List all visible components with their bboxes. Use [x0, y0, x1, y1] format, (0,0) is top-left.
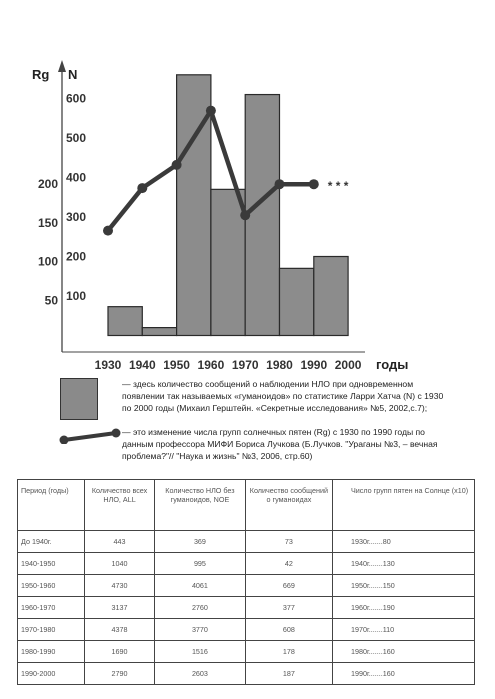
table-cell: 1990-2000	[18, 663, 85, 685]
x-tick-label: 1980	[266, 358, 293, 372]
table-cell: 1950-1960	[18, 575, 85, 597]
x-tick-label: 2000	[334, 358, 362, 372]
table-row	[18, 663, 475, 685]
table-cell: 2790	[85, 663, 155, 685]
bar	[280, 268, 314, 335]
table-cell: 1970г.......110	[333, 619, 475, 641]
table-cell: 42	[245, 553, 332, 575]
table-cell: 1980г.......160	[333, 641, 475, 663]
y-axis-arrow	[58, 60, 66, 72]
rg-point	[172, 160, 182, 170]
n-tick-label: 500	[66, 131, 87, 145]
table-cell: 1990г.......160	[333, 663, 475, 685]
table-cell: 4061	[155, 575, 246, 597]
table-header-row	[18, 480, 475, 531]
table-cell: 1940-1950	[18, 553, 85, 575]
table-cell: 1980-1990	[18, 641, 85, 663]
table-header: Число групп пятен на Солнце (x10)	[333, 480, 475, 531]
rg-point	[103, 226, 113, 236]
rg-continuation-marks: * * *	[327, 179, 349, 194]
table-header: Период (годы)	[18, 480, 85, 531]
x-tick-label: 1960	[197, 358, 225, 372]
table-header: Количество НЛО без гуманоидов, NOE	[155, 480, 246, 531]
table-cell: 3770	[155, 619, 246, 641]
table-cell: 178	[245, 641, 332, 663]
table-cell: 187	[245, 663, 332, 685]
rg-point	[275, 179, 285, 189]
rg-point	[240, 210, 250, 220]
x-tick-label: 1990	[300, 358, 328, 372]
table-cell: 995	[155, 553, 246, 575]
table-cell: 1940г.......130	[333, 553, 475, 575]
n-tick-label: 300	[66, 210, 87, 224]
table-cell: 1516	[155, 641, 246, 663]
x-tick-label: 1950	[163, 358, 190, 372]
table-cell: 1690	[85, 641, 155, 663]
table-cell: 2603	[155, 663, 246, 685]
n-axis-label: N	[68, 67, 78, 82]
bar	[314, 257, 348, 336]
x-tick-label: 1930	[94, 358, 122, 372]
bars-layer	[108, 75, 348, 336]
rg-tick-label: 100	[37, 254, 58, 269]
table-cell: 1960г.......190	[333, 597, 475, 619]
table-header: Количество сообщений о гуманоидах	[245, 480, 332, 531]
bar-swatch	[60, 378, 98, 420]
x-axis-label: годы	[376, 357, 409, 372]
table-row	[18, 531, 475, 553]
table-cell: 2760	[155, 597, 246, 619]
data-table	[17, 479, 475, 685]
rg-axis-label: Rg	[32, 67, 50, 82]
x-tick-label: 1940	[128, 358, 156, 372]
legend-line	[30, 426, 470, 466]
table-header: Количество всех НЛО, ALL	[85, 480, 155, 531]
rg-point	[206, 106, 216, 116]
bar	[211, 189, 245, 335]
legend-bars	[30, 378, 470, 422]
table-cell: 377	[245, 597, 332, 619]
table-cell: 1930г.......80	[333, 531, 475, 553]
legend-bars-text: — здесь количество сообщений о наблюдении НЛО при одновременном появлении так называемых «гуманоидов» по статистике Ларри Хатча (N) с 1930 по 2000 годы (Михаил Герштейн. «Секретные исследования» №5, 2002,с.7);	[122, 379, 444, 413]
bar	[108, 307, 142, 336]
bar	[177, 75, 211, 336]
table-cell: 4730	[85, 575, 155, 597]
table-cell: 73	[245, 531, 332, 553]
table-row	[18, 641, 475, 663]
rg-point	[137, 183, 147, 193]
bar	[142, 328, 176, 336]
legend-line-text: — это изменение числа групп солнечных пятен (Rg) с 1930 по 1990 годы по данным профессора МИФИ Бориса Лучкова (Б.Лучков. "Ураганы №3, – вечная проблема?"// "Наука и жизнь" №3, 2006, стр.60)	[122, 427, 438, 461]
table-cell: До 1940г.	[18, 531, 85, 553]
table-cell: 669	[245, 575, 332, 597]
rg-tick-label: 50	[44, 293, 58, 308]
x-tick-label: 1970	[231, 358, 259, 372]
table-cell: 1970-1980	[18, 619, 85, 641]
rg-tick-label: 150	[37, 215, 58, 230]
table-cell: 3137	[85, 597, 155, 619]
table-cell: 1040	[85, 553, 155, 575]
table-cell: 443	[85, 531, 155, 553]
bar	[245, 95, 279, 336]
rg-tick-label: 200	[37, 177, 58, 192]
table-body	[18, 531, 475, 685]
n-tick-label: 200	[66, 249, 87, 264]
n-tick-label: 600	[66, 91, 87, 106]
table-row	[18, 619, 475, 641]
n-tick-label: 100	[66, 289, 87, 303]
table-cell: 1950г.......150	[333, 575, 475, 597]
table-cell: 369	[155, 531, 246, 553]
n-tick-label: 400	[66, 170, 87, 185]
line-swatch	[58, 428, 122, 444]
table-row	[18, 597, 475, 619]
table-cell: 4378	[85, 619, 155, 641]
table-cell: 608	[245, 619, 332, 641]
table-row	[18, 575, 475, 597]
table-cell: 1960-1970	[18, 597, 85, 619]
table-row	[18, 553, 475, 575]
rg-point	[309, 179, 319, 189]
